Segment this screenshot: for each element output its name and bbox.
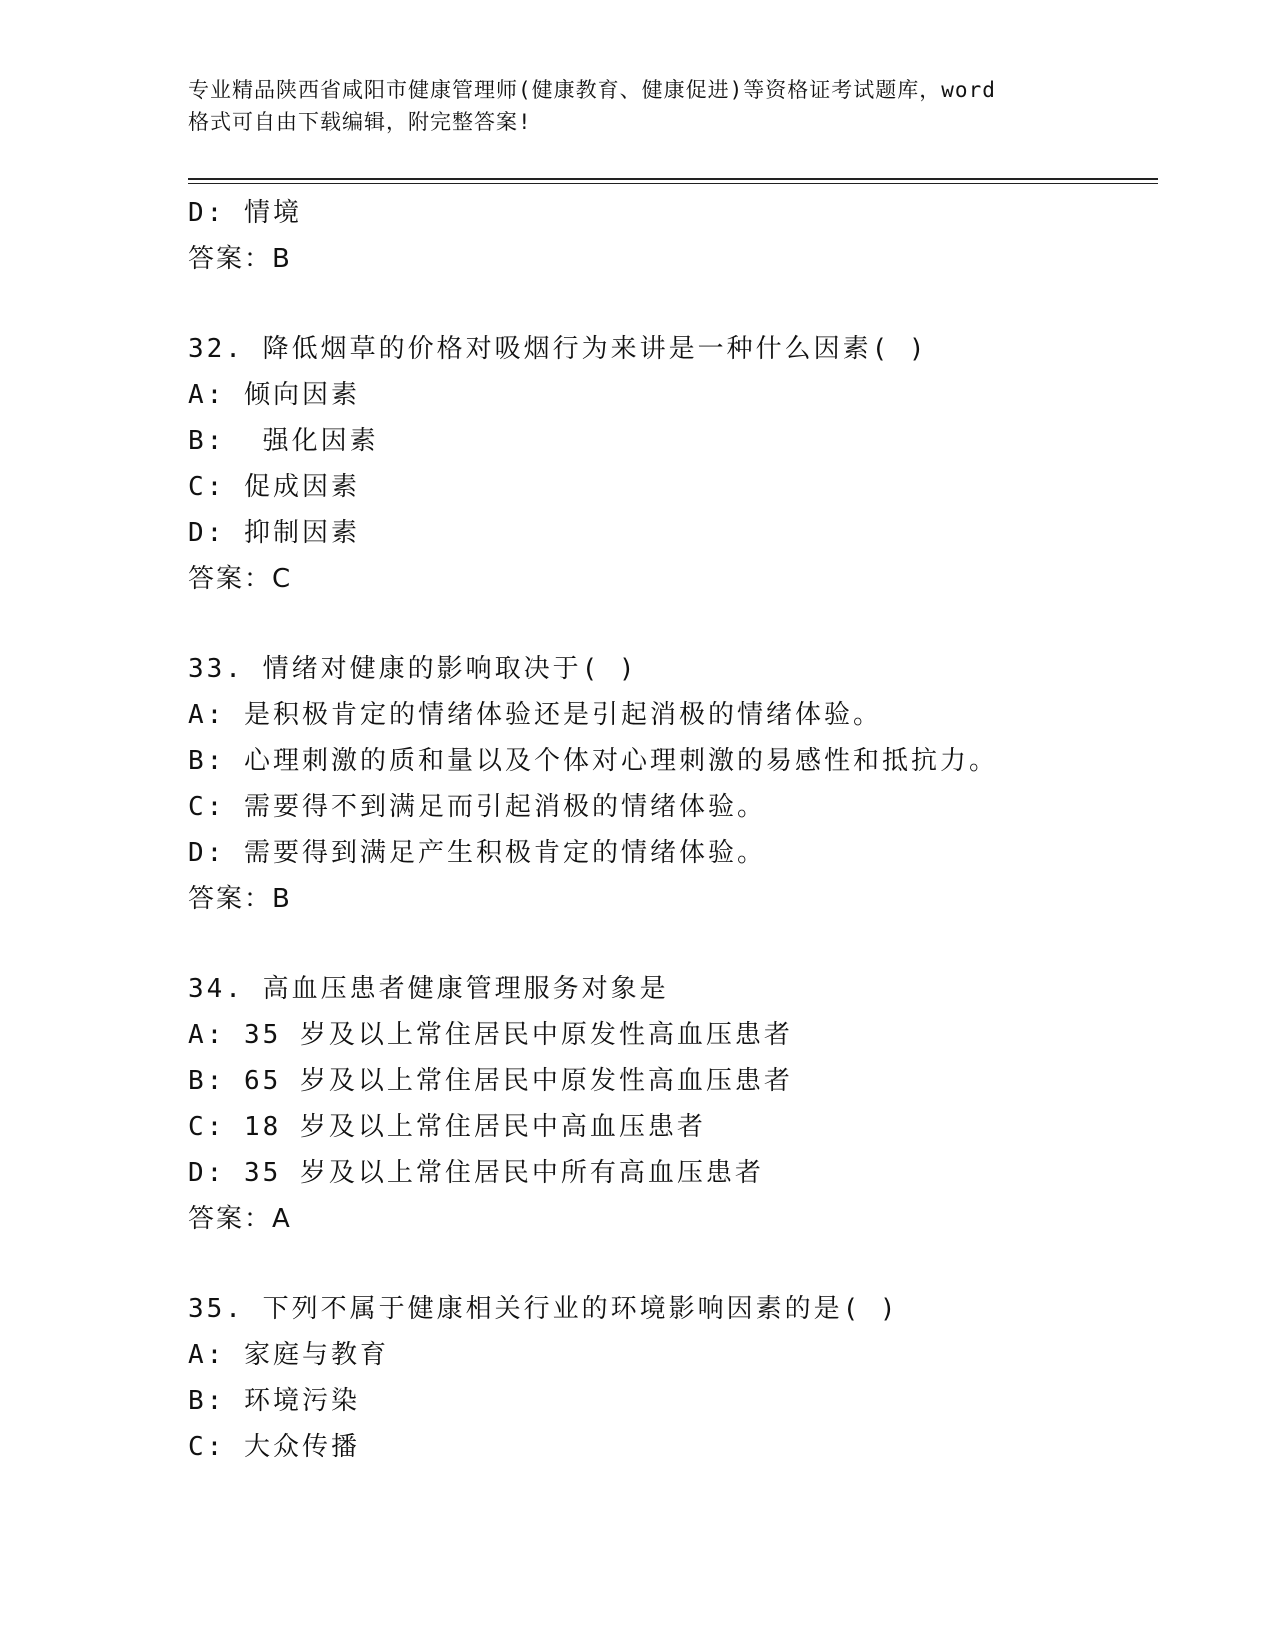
question-33 — [188, 646, 1158, 922]
document-header — [188, 74, 1108, 138]
option-a: A: 家庭与教育 — [188, 1340, 389, 1370]
answer-line: 答案：B — [188, 884, 292, 914]
option-a: A: 是积极肯定的情绪体验还是引起消极的情绪体验。 — [188, 700, 882, 730]
option-b: B: 心理刺激的质和量以及个体对心理刺激的易感性和抵抗力。 — [188, 746, 998, 776]
option-b: B: 强化因素 — [188, 426, 379, 456]
answer-line: 答案：C — [188, 564, 293, 594]
option-a: A: 35 岁及以上常住居民中原发性高血压患者 — [188, 1020, 793, 1050]
spacer — [188, 1242, 1158, 1286]
option-b: B: 65 岁及以上常住居民中原发性高血压患者 — [188, 1066, 793, 1096]
question-stem: 35. 下列不属于健康相关行业的环境影响因素的是( ) — [188, 1294, 899, 1324]
spacer — [188, 282, 1158, 326]
option-c: C: 促成因素 — [188, 472, 360, 502]
option-a: A: 倾向因素 — [188, 380, 360, 410]
option-d: D: 情境 — [188, 198, 302, 228]
question-stem: 32. 降低烟草的价格对吸烟行为来讲是一种什么因素( ) — [188, 334, 928, 364]
question-stem: 33. 情绪对健康的影响取决于( ) — [188, 654, 638, 684]
answer-line: 答案：A — [188, 1204, 292, 1234]
option-d: D: 需要得到满足产生积极肯定的情绪体验。 — [188, 838, 766, 868]
previous-question-tail — [188, 190, 1158, 282]
question-35 — [188, 1286, 1158, 1470]
option-c: C: 大众传播 — [188, 1432, 360, 1462]
header-line-2: 格式可自由下载编辑，附完整答案! — [188, 110, 532, 134]
option-c: C: 需要得不到满足而引起消极的情绪体验。 — [188, 792, 766, 822]
question-32 — [188, 326, 1158, 602]
option-d: D: 抑制因素 — [188, 518, 360, 548]
question-list — [188, 190, 1158, 1470]
spacer — [188, 922, 1158, 966]
spacer — [188, 602, 1158, 646]
option-c: C: 18 岁及以上常住居民中高血压患者 — [188, 1112, 706, 1142]
answer-line: 答案：B — [188, 244, 292, 274]
header-divider-thin — [188, 183, 1158, 184]
option-b: B: 环境污染 — [188, 1386, 360, 1416]
header-line-1: 专业精品陕西省咸阳市健康管理师(健康教育、健康促进)等资格证考试题库，word — [188, 78, 996, 102]
question-34 — [188, 966, 1158, 1242]
question-stem: 34. 高血压患者健康管理服务对象是 — [188, 974, 669, 1004]
header-divider-thick — [188, 178, 1158, 180]
option-d: D: 35 岁及以上常住居民中所有高血压患者 — [188, 1158, 764, 1188]
